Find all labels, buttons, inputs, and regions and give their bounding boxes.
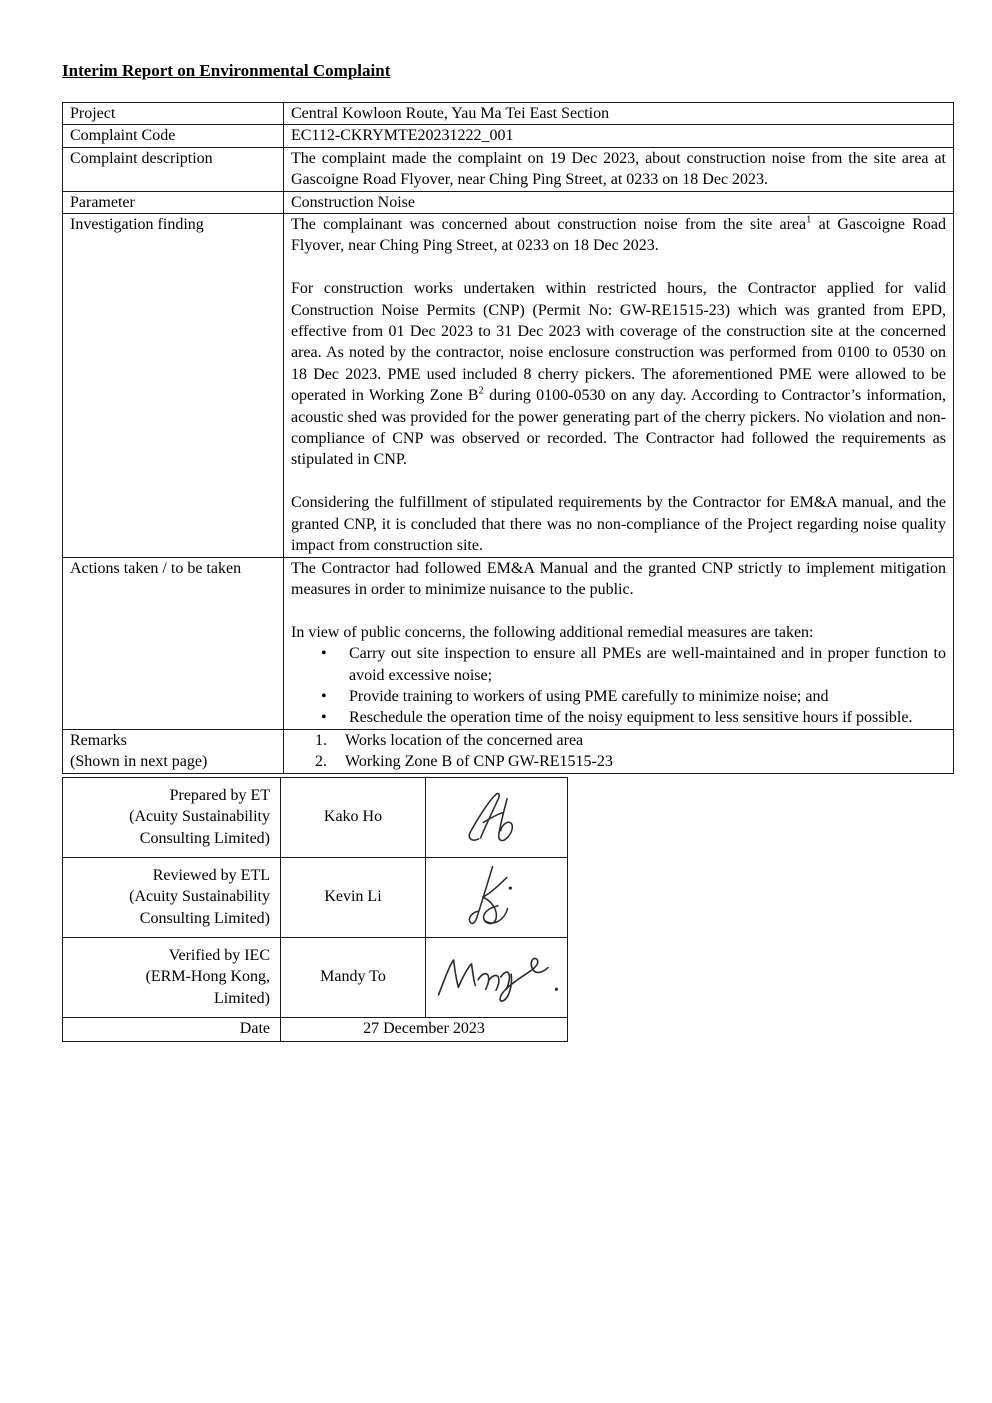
table-row-investigation-finding <box>63 214 954 557</box>
reviewed-by-signature-cell <box>426 857 568 937</box>
actions-paragraph-1: The Contractor had followed EM&A Manual and the granted CNP strictly to implement mitigation measures in order to minimize nuisance to the public. <box>291 559 946 598</box>
actions-taken-label: Actions taken / to be taken <box>63 557 284 729</box>
role-line: Consulting Limited) <box>139 829 270 847</box>
complaint-description-text: The complaint made the complaint on 19 Dec 2023, about construction noise from the site area at Gascoigne Road Flyover, near Ching Ping Street, at 0233 on 18 Dec 2023. <box>291 149 946 189</box>
complaint-description-label: Complaint description <box>63 147 284 191</box>
reviewed-by-name: Kevin Li <box>281 857 426 937</box>
role-line: Reviewed by ETL <box>152 866 270 884</box>
actions-taken-value <box>284 557 954 729</box>
date-label: Date <box>63 1017 281 1041</box>
report-table <box>62 102 954 774</box>
table-row-reviewed-by <box>63 857 568 937</box>
verified-by-signature-cell <box>426 937 568 1017</box>
list-item: • Provide training to workers of using PME carefully to minimize noise; and <box>319 686 946 707</box>
investigation-paragraph-2-text: For construction works undertaken within restricted hours, the Contractor applied for valid Construction Noise Permits (CNP) (Permit No: GW-RE1515-23) which was granted from EPD, effective from 01 Dec 2023 to 31 Dec 2023 with coverage of the construction site at the concerned area. As noted by the contractor, noise enclosure construction was performed from 0100 to 0530 on 18 Dec 2023. PME used included 8 cherry pickers. The aforementioned PME were allowed to be operated in Working Zone B <box>291 280 946 405</box>
investigation-paragraph-2-rest: during 0100-0530 on any day. According to Contractor’s information, acoustic shed was provided for the power generating part of the cherry pickers. No violation and non-compliance of CNP was observed or recorded. The Contractor had followed the requirements as stipulated in CNP. <box>291 387 947 469</box>
reviewed-by-label <box>63 857 281 937</box>
project-value: Central Kowloon Route, Yau Ma Tei East Section <box>284 103 954 125</box>
mandy-to-signature-icon <box>431 951 563 1003</box>
kako-ho-signature-icon <box>456 786 538 848</box>
blank-line <box>291 257 946 278</box>
footnote-marker-2: 2 <box>478 385 484 397</box>
blank-line <box>291 471 946 492</box>
project-label: Project <box>63 103 284 125</box>
investigation-paragraph-2 <box>291 278 946 471</box>
prepared-by-label <box>63 777 281 857</box>
table-row-project <box>63 103 954 125</box>
remarks-label-line-1: Remarks <box>70 731 127 749</box>
table-row-complaint-description <box>63 147 954 191</box>
complaint-code-label: Complaint Code <box>63 125 284 147</box>
verified-by-label <box>63 937 281 1017</box>
kevin-li-signature-icon <box>457 862 537 932</box>
footnote-marker-1: 1 <box>806 214 812 226</box>
prepared-by-name: Kako Ho <box>281 777 426 857</box>
table-row-prepared-by <box>63 777 568 857</box>
role-line: (ERM-Hong Kong, <box>145 968 270 986</box>
table-row-date <box>63 1017 568 1041</box>
remark-number: 2. <box>315 753 327 771</box>
actions-paragraph-2: In view of public concerns, the following additional remedial measures are taken: <box>291 623 814 641</box>
remark-number: 1. <box>315 731 327 749</box>
table-row-parameter <box>63 191 954 213</box>
table-row-actions-taken <box>63 557 954 729</box>
role-line: Consulting Limited) <box>139 909 270 927</box>
investigation-paragraph-1 <box>291 214 946 257</box>
remark-item-1 <box>291 730 946 751</box>
role-line: Prepared by ET <box>169 786 270 804</box>
role-line: (Acuity Sustainability <box>129 888 270 906</box>
remark-text: Works location of the concerned area <box>345 731 584 749</box>
table-row-verified-by <box>63 937 568 1017</box>
remarks-label-line-2: (Shown in next page) <box>70 753 208 771</box>
investigation-paragraph-1-text: The complainant was concerned about construction noise from the site area <box>291 216 807 234</box>
table-row-complaint-code <box>63 125 954 147</box>
remedial-measures-list <box>291 643 946 729</box>
parameter-value: Construction Noise <box>284 191 954 213</box>
prepared-by-signature-cell <box>426 777 568 857</box>
table-row-remarks <box>63 729 954 773</box>
role-line: Verified by IEC <box>168 946 270 964</box>
list-item: • Reschedule the operation time of the noisy equipment to less sensitive hours if possible. <box>319 707 946 728</box>
investigation-finding-value <box>284 214 954 557</box>
blank-line <box>291 600 946 621</box>
complaint-code-value: EC112-CKRYMTE20231222_001 <box>284 125 954 147</box>
signoff-table <box>62 777 568 1042</box>
date-value: 27 December 2023 <box>281 1017 568 1041</box>
list-item: • Carry out site inspection to ensure all PMEs are well-maintained and in proper function to avoid excessive noise; <box>319 643 946 686</box>
role-line: (Acuity Sustainability <box>129 808 270 826</box>
remark-text: Working Zone B of CNP GW-RE1515-23 <box>345 753 613 771</box>
remarks-value <box>284 729 954 773</box>
parameter-label: Parameter <box>63 191 284 213</box>
remarks-label <box>63 729 284 773</box>
investigation-finding-label: Investigation finding <box>63 214 284 557</box>
role-line: Limited) <box>214 989 270 1007</box>
complaint-description-value <box>284 147 954 191</box>
investigation-paragraph-1-rest: at Gascoigne Road Flyover, near Ching Ping Street, at 0233 on 18 Dec 2023. <box>291 216 946 255</box>
remark-item-2 <box>291 751 946 772</box>
verified-by-name: Mandy To <box>281 937 426 1017</box>
page-title: Interim Report on Environmental Complaint <box>62 61 391 80</box>
investigation-paragraph-3: Considering the fulfillment of stipulated requirements by the Contractor for EM&A manual, and the granted CNP, it is concluded that there was no non-compliance of the Project regarding noise quality impact from construction site. <box>291 494 946 555</box>
